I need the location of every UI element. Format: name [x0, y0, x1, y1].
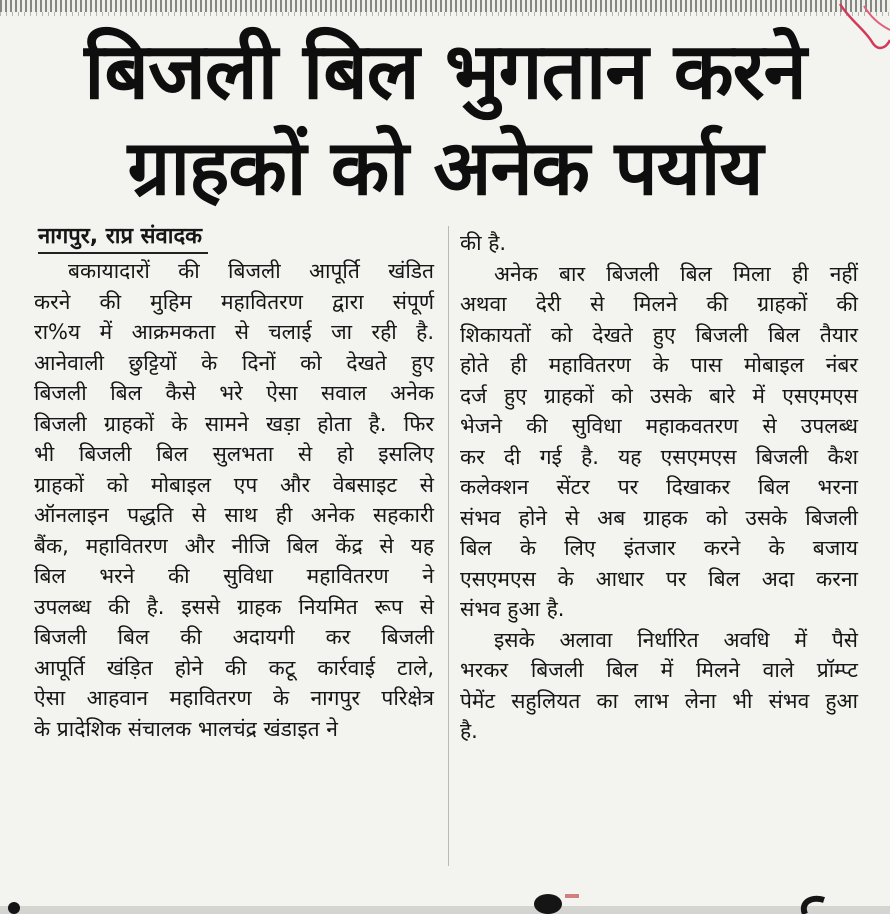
text-line: कलेक्शन सेंटर पर दिखाकर बिल भरना	[460, 475, 858, 499]
text-line: संभव होने से अब ग्राहक को उसके बिजली	[460, 505, 858, 530]
article-left-column	[34, 256, 434, 744]
column-divider	[448, 226, 449, 866]
bottom-edge-artifacts	[0, 894, 890, 914]
text-line: उपलब्ध की है. इससे ग्राहक नियमित रूप से	[34, 594, 434, 619]
text-line: करने की मुहिम महावितरण द्वारा संपूर्ण	[34, 289, 434, 314]
text-line: ऐसा आहवान महावितरण के नागपुर परिक्षेत्र	[34, 686, 434, 710]
text-line: ऑनलाइन पद्धति से साथ ही अनेक सहकारी	[34, 503, 434, 527]
text-line: भी बिजली बिल सुलभता से हो इसलिए	[34, 442, 434, 466]
text-line: कर दी गई है. यह एसएमएस बिजली कैश	[460, 444, 858, 469]
text-line: बैंक, महावितरण और नीजि बिल केंद्र से यह	[34, 533, 434, 558]
text-line: भेजने की सुविधा महाकवतरण से उपलब्ध	[460, 414, 858, 438]
text-line: शिकायतों को देखते हुए बिजली बिल तैयार	[460, 322, 858, 347]
text-line: दर्ज हुए ग्राहकों को उसके बारे में एसएमएस	[460, 383, 858, 408]
headline-line-2: ग्राहकों को अनेक पर्याय	[127, 123, 763, 212]
text-line: रा%य में आक्रमकता से चलाई जा रही है.	[34, 320, 434, 344]
text-line: अनेक बार बिजली बिल मिला ही नहीं	[494, 261, 858, 286]
page-top-border-dots	[0, 12, 890, 16]
text-line: पेमेंट सहुलियत का लाभ लेना भी संभव हुआ	[460, 688, 858, 713]
text-line: इसके अलावा निर्धारित अवधि में पैसे	[494, 627, 858, 652]
article-right-column	[460, 228, 858, 747]
text-line: आपूर्ति खंड़ित होने की कटू कार्रवाई टाले,	[34, 655, 434, 680]
text-line: अथवा देरी से मिलने की ग्राहकों की	[460, 292, 858, 316]
text-line: संभव हुआ है.	[460, 597, 565, 621]
text-line: के प्रादेशिक संचालक भालचंद्र खंडाइत ने	[34, 716, 338, 741]
text-line: बिल भरने की सुविधा महावितरण ने	[34, 564, 434, 588]
headline-line-1: बिजली बिल भुगतान करने	[84, 27, 806, 117]
text-line: भरकर बिजली बिल में मिलने वाले प्रॉम्प्ट	[460, 658, 858, 682]
text-line: बिल के लिए इंतजार करने के बजाय	[460, 536, 858, 560]
text-line: बिजली बिल कैसे भरे ऐसा सवाल अनेक	[34, 381, 434, 405]
text-line: आनेवाली छुट्टियों के दिनों को देखते हुए	[34, 350, 434, 375]
text-line: ग्राहकों को मोबाइल एप और वेबसाइट से	[34, 472, 434, 497]
text-line: होते ही महावितरण के पास मोबाइल नंबर	[460, 353, 858, 377]
text-line: की है.	[460, 231, 507, 255]
text-line: एसएमएस के आधार पर बिल अदा करना	[460, 566, 858, 591]
text-line: बिजली ग्राहकों के सामने खड़ा होता है. फिर	[34, 411, 434, 436]
text-line: है.	[460, 719, 478, 743]
text-line: बिजली बिल की अदायगी कर बिजली	[34, 625, 434, 649]
byline: नागपुर, राप्र संवादक	[38, 222, 208, 254]
text-line: बकायादारों की बिजली आपूर्ति खंडित	[68, 259, 434, 283]
page-top-border	[0, 0, 890, 12]
